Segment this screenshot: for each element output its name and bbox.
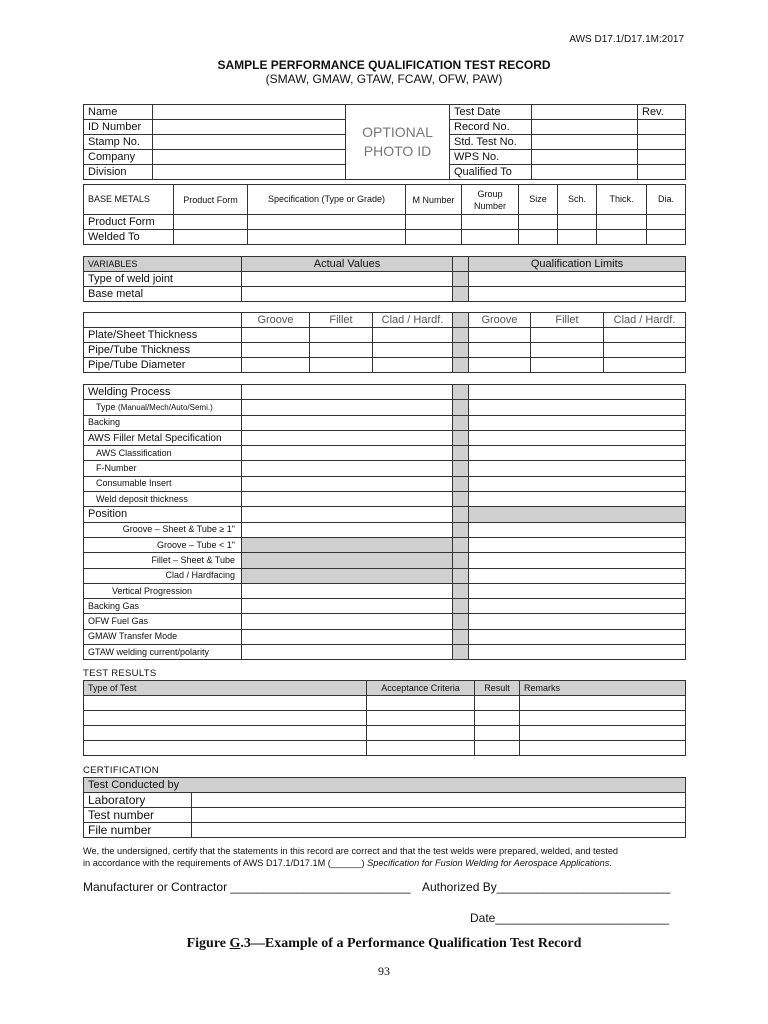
figure-caption (0, 936, 768, 952)
page-number: 93 (378, 964, 390, 978)
cell[interactable] (469, 272, 686, 287)
pipe-diameter-label: Pipe/Tube Diameter (84, 358, 242, 373)
standard-code: AWS D17.1/D17.1M:2017 (569, 34, 684, 45)
variables-table (83, 256, 686, 302)
cell[interactable] (469, 522, 686, 537)
divider-cell (453, 328, 469, 343)
rev-field-4[interactable] (638, 165, 686, 180)
cell[interactable] (174, 230, 248, 245)
clad-limit-col: Clad / Hardf. (604, 313, 686, 328)
manufacturer-signature-line[interactable]: Manufacturer or Contractor ___________________________ (83, 880, 411, 894)
variables-header: VARIABLES (84, 257, 242, 272)
test-date-field[interactable] (532, 105, 638, 120)
divider-cell (453, 507, 469, 522)
divider-cell (453, 599, 469, 614)
divider-cell (453, 313, 469, 328)
divider-cell (453, 272, 469, 287)
photo-id-label: OPTIONAL PHOTO ID (362, 124, 433, 159)
result-header: Result (475, 681, 520, 696)
cell[interactable] (373, 328, 453, 343)
division-label: Division (84, 165, 153, 180)
test-conducted-by-header: Test Conducted by (84, 778, 686, 793)
rev-field-2[interactable] (638, 135, 686, 150)
record-no-label: Record No. (450, 120, 532, 135)
groove-sheet-label: Groove – Sheet & Tube ≥ 1" (84, 522, 242, 537)
statement-line-2c: . (609, 858, 612, 868)
clad-label: Clad / Hardfacing (84, 568, 242, 583)
shaded-cell (242, 553, 453, 568)
cell[interactable] (84, 696, 367, 711)
pipe-thickness-label: Pipe/Tube Thickness (84, 343, 242, 358)
divider-cell (453, 645, 469, 660)
thickness-table (83, 312, 686, 373)
blank-cell (84, 313, 242, 328)
file-number-field[interactable] (192, 823, 686, 838)
cell[interactable] (84, 741, 367, 756)
cell[interactable] (647, 230, 686, 245)
divider-cell (453, 430, 469, 445)
divider-cell (453, 553, 469, 568)
test-results-label: TEST RESULTS (83, 668, 157, 679)
product-form-row-label: Product Form (84, 215, 174, 230)
filler-spec-label: AWS Filler Metal Specification (84, 430, 242, 445)
groove-tube-label: Groove – Tube < 1" (84, 537, 242, 552)
certification-table (83, 777, 686, 838)
page-title: SAMPLE PERFORMANCE QUALIFICATION TEST RECORD (217, 58, 551, 72)
photo-id-box (346, 105, 450, 180)
divider-cell (453, 358, 469, 373)
statement-line-2 (83, 857, 685, 869)
cell[interactable] (242, 522, 453, 537)
cell[interactable] (242, 400, 453, 415)
cell[interactable] (475, 711, 520, 726)
stamp-no-label: Stamp No. (84, 135, 153, 150)
divider-cell (453, 446, 469, 461)
cell[interactable] (520, 696, 686, 711)
cell[interactable] (373, 358, 453, 373)
specification-header: Specification (Type or Grade) (248, 185, 406, 215)
group-number-header: Group Number (462, 185, 519, 215)
cell[interactable] (469, 287, 686, 302)
divider-cell (453, 492, 469, 507)
cell[interactable] (242, 358, 310, 373)
cell[interactable] (242, 343, 310, 358)
cell[interactable] (406, 215, 462, 230)
shaded-cell (242, 568, 453, 583)
cell[interactable] (242, 629, 453, 644)
cell[interactable] (531, 328, 604, 343)
cell[interactable] (469, 385, 686, 400)
fillet-sheet-label: Fillet – Sheet & Tube (84, 553, 242, 568)
wps-no-field[interactable] (532, 150, 638, 165)
product-form-header: Product Form (174, 185, 248, 215)
cell[interactable] (242, 492, 453, 507)
cell[interactable] (242, 476, 453, 491)
cell[interactable] (242, 583, 453, 598)
m-number-header: M Number (406, 185, 462, 215)
cell[interactable] (469, 583, 686, 598)
cell[interactable] (520, 711, 686, 726)
cell[interactable] (242, 415, 453, 430)
cell[interactable] (373, 343, 453, 358)
file-number-label: File number (84, 823, 192, 838)
cell[interactable] (84, 726, 367, 741)
type-of-test-header: Type of Test (84, 681, 367, 696)
groove-col: Groove (242, 313, 310, 328)
cell[interactable] (647, 215, 686, 230)
laboratory-label: Laboratory (84, 793, 192, 808)
cell[interactable] (242, 446, 453, 461)
test-number-label: Test number (84, 808, 192, 823)
welded-to-row-label: Welded To (84, 230, 174, 245)
division-field[interactable] (153, 165, 346, 180)
shaded-cell (469, 507, 686, 522)
cell[interactable] (520, 741, 686, 756)
cell[interactable] (519, 230, 558, 245)
test-date-label: Test Date (450, 105, 532, 120)
divider-cell (453, 583, 469, 598)
cell[interactable] (469, 446, 686, 461)
position-label: Position (84, 507, 242, 522)
divider-cell (453, 385, 469, 400)
cell[interactable] (475, 741, 520, 756)
cell[interactable] (310, 343, 373, 358)
type-note: (Manual/Mech/Auto/Semi.) (118, 402, 213, 412)
shaded-cell (242, 537, 453, 552)
cell[interactable] (406, 230, 462, 245)
cell[interactable] (174, 215, 248, 230)
cell[interactable] (475, 726, 520, 741)
clad-col: Clad / Hardf. (373, 313, 453, 328)
record-no-field[interactable] (532, 120, 638, 135)
cell[interactable] (597, 215, 647, 230)
actual-values-header: Actual Values (242, 257, 453, 272)
qualification-limits-header: Qualification Limits (469, 257, 686, 272)
base-metal-label: Base metal (84, 287, 242, 302)
f-number-label: F-Number (84, 461, 242, 476)
test-results-table (83, 680, 686, 756)
cell[interactable] (367, 696, 475, 711)
figure-caption-text: .3—Example of a Performance Qualification Test Record (240, 936, 582, 951)
name-label: Name (84, 105, 153, 120)
cell[interactable] (469, 614, 686, 629)
id-number-field[interactable] (153, 120, 346, 135)
cell[interactable] (475, 696, 520, 711)
cell[interactable] (531, 343, 604, 358)
cell[interactable] (469, 415, 686, 430)
id-number-label: ID Number (84, 120, 153, 135)
weld-joint-label: Type of weld joint (84, 272, 242, 287)
divider-cell (453, 537, 469, 552)
divider-cell (453, 287, 469, 302)
cell[interactable] (469, 537, 686, 552)
cell[interactable] (367, 741, 475, 756)
spec-title: Specification for Fusion Welding for Aerospace Applications (367, 858, 610, 868)
weld-deposit-label: Weld deposit thickness (84, 492, 242, 507)
cell[interactable] (558, 230, 597, 245)
cell[interactable] (469, 461, 686, 476)
gmaw-transfer-label: GMAW Transfer Mode (84, 629, 242, 644)
cell[interactable] (248, 230, 406, 245)
dia-header: Dia. (647, 185, 686, 215)
figure-prefix: Figure (186, 936, 230, 951)
cell[interactable] (520, 726, 686, 741)
std-test-no-label: Std. Test No. (450, 135, 532, 150)
company-label: Company (84, 150, 153, 165)
std-test-no-field[interactable] (532, 135, 638, 150)
figure-id: G (229, 936, 241, 951)
cell[interactable] (469, 430, 686, 445)
cell[interactable] (604, 343, 686, 358)
rev-field[interactable] (638, 120, 686, 135)
vertical-progression-label: Vertical Progression (84, 583, 242, 598)
cell[interactable] (531, 358, 604, 373)
remarks-header: Remarks (520, 681, 686, 696)
backing-gas-label: Backing Gas (84, 599, 242, 614)
divider-cell (453, 257, 469, 272)
cell[interactable] (519, 215, 558, 230)
divider-cell (453, 629, 469, 644)
cell[interactable] (462, 215, 519, 230)
cell[interactable] (242, 385, 453, 400)
statement-line-1: We, the undersigned, certify that the statements in this record are correct and that the test welds were prepared, welded, and tested (83, 846, 619, 856)
cell[interactable] (242, 430, 453, 445)
cell[interactable] (469, 492, 686, 507)
cell[interactable] (367, 726, 475, 741)
cell[interactable] (597, 230, 647, 245)
cell[interactable] (469, 476, 686, 491)
cell[interactable] (469, 400, 686, 415)
cell[interactable] (469, 358, 531, 373)
base-metals-header: BASE METALS (84, 185, 174, 215)
cell[interactable] (469, 568, 686, 583)
cell[interactable] (242, 272, 453, 287)
backing-label: Backing (84, 415, 242, 430)
rev-field-3[interactable] (638, 150, 686, 165)
test-number-field[interactable] (192, 808, 686, 823)
page-subtitle: (SMAW, GMAW, GTAW, FCAW, OFW, PAW) (265, 72, 503, 86)
groove-limit-col: Groove (469, 313, 531, 328)
process-table (83, 384, 686, 660)
cell[interactable] (242, 599, 453, 614)
divider-cell (453, 461, 469, 476)
date-signature-line[interactable]: Date__________________________ (470, 911, 669, 925)
thick-header: Thick. (597, 185, 647, 215)
cell[interactable] (242, 328, 310, 343)
cell[interactable] (84, 711, 367, 726)
divider-cell (453, 415, 469, 430)
aws-classification-label: AWS Classification (84, 446, 242, 461)
ofw-fuel-label: OFW Fuel Gas (84, 614, 242, 629)
sch-header: Sch. (558, 185, 597, 215)
cell[interactable] (558, 215, 597, 230)
divider-cell (453, 400, 469, 415)
divider-cell (453, 522, 469, 537)
cell[interactable] (469, 629, 686, 644)
cell[interactable] (310, 358, 373, 373)
cell[interactable] (469, 553, 686, 568)
cell[interactable] (242, 461, 453, 476)
plate-thickness-label: Plate/Sheet Thickness (84, 328, 242, 343)
divider-cell (453, 476, 469, 491)
laboratory-field[interactable] (192, 793, 686, 808)
qualified-to-label: Qualified To (450, 165, 532, 180)
divider-cell (453, 568, 469, 583)
cell[interactable] (604, 358, 686, 373)
cell[interactable] (248, 215, 406, 230)
authorized-by-signature-line[interactable]: Authorized By__________________________ (422, 880, 671, 894)
identity-table (83, 104, 686, 180)
cell[interactable] (242, 614, 453, 629)
certification-label: CERTIFICATION (83, 765, 159, 776)
consumable-insert-label: Consumable Insert (84, 476, 242, 491)
wps-no-label: WPS No. (450, 150, 532, 165)
cell[interactable] (469, 645, 686, 660)
cell[interactable] (367, 711, 475, 726)
welding-process-label: Welding Process (84, 385, 242, 400)
stamp-no-field[interactable] (153, 135, 346, 150)
qualified-to-field[interactable] (532, 165, 638, 180)
fillet-col: Fillet (310, 313, 373, 328)
base-metals-table (83, 184, 686, 245)
certification-statement (83, 845, 685, 869)
divider-cell (453, 343, 469, 358)
acceptance-criteria-header: Acceptance Criteria (367, 681, 475, 696)
cell[interactable] (469, 599, 686, 614)
cell[interactable] (310, 328, 373, 343)
company-field[interactable] (153, 150, 346, 165)
divider-cell (453, 614, 469, 629)
cell[interactable] (469, 343, 531, 358)
cell[interactable] (604, 328, 686, 343)
cell[interactable] (462, 230, 519, 245)
statement-line-2a: in accordance with the requirements of AWS D17.1/D17.1M (______) (83, 858, 365, 868)
rev-label: Rev. (638, 105, 686, 120)
fillet-limit-col: Fillet (531, 313, 604, 328)
cell[interactable] (242, 287, 453, 302)
size-header: Size (519, 185, 558, 215)
cell[interactable] (469, 328, 531, 343)
cell[interactable] (242, 645, 453, 660)
name-field[interactable] (153, 105, 346, 120)
cell[interactable] (242, 507, 453, 522)
gtaw-current-label: GTAW welding current/polarity (84, 645, 242, 660)
type-label: Type (96, 401, 116, 412)
